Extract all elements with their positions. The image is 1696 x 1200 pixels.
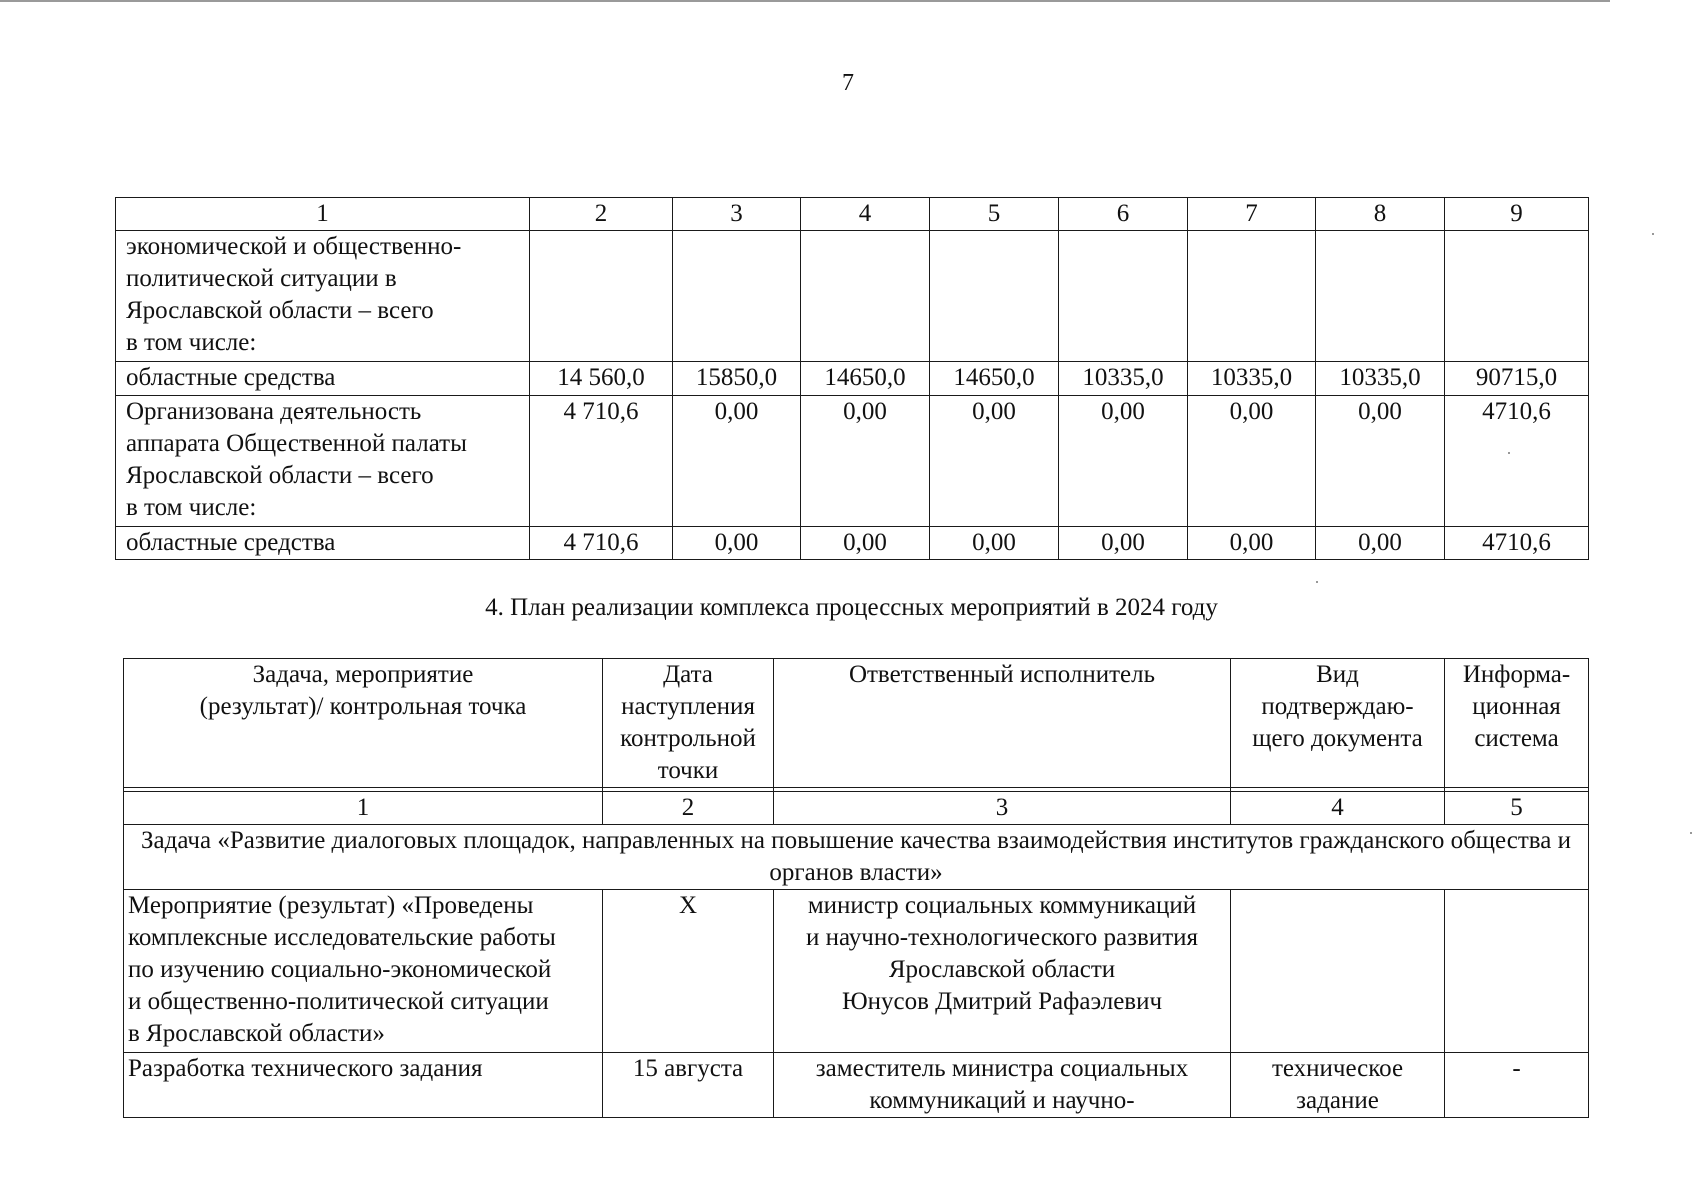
row-label: областные средства — [116, 362, 530, 396]
table-row — [116, 362, 1589, 396]
page-number: 7 — [842, 70, 854, 96]
value-cell: 15850,0 — [673, 362, 801, 396]
column-number: 2 — [603, 792, 774, 825]
value-cell: 10335,0 — [1188, 362, 1316, 396]
table-row — [116, 396, 1589, 527]
value-cell: 0,00 — [673, 396, 801, 527]
column-number: 5 — [930, 198, 1059, 231]
scan-speck — [1690, 832, 1692, 834]
value-cell: 4710,6 — [1445, 527, 1589, 560]
responsible-cell: заместитель министра социальных коммуникаций и научно- — [774, 1053, 1231, 1118]
value-cell: 0,00 — [673, 527, 801, 560]
column-number: 1 — [116, 198, 530, 231]
task-cell: Мероприятие (результат) «Проведены комплексные исследовательские работы по изучению социально-экономической и общественно-политической ситуации в Ярославской области» — [124, 890, 603, 1053]
column-number: 4 — [1231, 792, 1445, 825]
document-cell — [1231, 890, 1445, 1053]
value-cell — [1188, 231, 1316, 362]
value-cell — [673, 231, 801, 362]
row-label: экономической и общественно- политической ситуации в Ярославской области – всего в том числе: — [116, 231, 530, 362]
column-number: 5 — [1445, 792, 1589, 825]
value-cell: 10335,0 — [1059, 362, 1188, 396]
table-row — [124, 890, 1589, 1053]
date-cell: 15 августа — [603, 1053, 774, 1118]
value-cell — [530, 231, 673, 362]
scan-speck — [1316, 581, 1318, 583]
value-cell: 14650,0 — [801, 362, 930, 396]
table-row — [116, 527, 1589, 560]
header-date: Дата наступления контрольной точки — [603, 659, 774, 788]
value-cell: 0,00 — [1188, 396, 1316, 527]
value-cell: 10335,0 — [1316, 362, 1445, 396]
scan-speck — [1508, 452, 1510, 454]
value-cell — [801, 231, 930, 362]
value-cell: 14 560,0 — [530, 362, 673, 396]
value-cell: 4710,6 — [1445, 396, 1589, 527]
value-cell: 0,00 — [1188, 527, 1316, 560]
column-number: 8 — [1316, 198, 1445, 231]
value-cell: 0,00 — [1316, 396, 1445, 527]
value-cell: 0,00 — [1059, 527, 1188, 560]
task-cell: Разработка технического задания — [124, 1053, 603, 1118]
value-cell: 0,00 — [930, 396, 1059, 527]
plan-table-header-row — [124, 659, 1589, 788]
document-cell: техническое задание — [1231, 1053, 1445, 1118]
header-task: Задача, мероприятие (результат)/ контрольная точка — [124, 659, 603, 788]
task-title: Задача «Развитие диалоговых площадок, направленных на повышение качества взаимодействия институтов гражданского общества и органов власти» — [124, 825, 1589, 890]
value-cell — [1316, 231, 1445, 362]
value-cell: 4 710,6 — [530, 527, 673, 560]
value-cell: 0,00 — [1059, 396, 1188, 527]
table-row — [124, 1053, 1589, 1118]
value-cell — [1059, 231, 1188, 362]
column-number: 9 — [1445, 198, 1589, 231]
value-cell: 0,00 — [1316, 527, 1445, 560]
value-cell — [1445, 231, 1589, 362]
header-system: Информа- ционная система — [1445, 659, 1589, 788]
scan-edge-line — [0, 0, 1610, 2]
value-cell: 0,00 — [930, 527, 1059, 560]
section-title: 4. План реализации комплекса процессных мероприятий в 2024 году — [485, 594, 1218, 621]
table-row — [116, 231, 1589, 362]
plan-table — [123, 658, 1589, 1118]
column-number: 6 — [1059, 198, 1188, 231]
value-cell: 0,00 — [801, 396, 930, 527]
value-cell: 4 710,6 — [530, 396, 673, 527]
funding-table-header-row — [116, 198, 1589, 231]
value-cell: 14650,0 — [930, 362, 1059, 396]
row-label: областные средства — [116, 527, 530, 560]
header-responsible: Ответственный исполнитель — [774, 659, 1231, 788]
column-number: 3 — [673, 198, 801, 231]
funding-table — [115, 197, 1589, 560]
column-number: 7 — [1188, 198, 1316, 231]
value-cell: 0,00 — [801, 527, 930, 560]
plan-table-number-row — [124, 792, 1589, 825]
date-cell: Х — [603, 890, 774, 1053]
column-number: 1 — [124, 792, 603, 825]
row-label: Организована деятельность аппарата Общественной палаты Ярославской области – всего в том числе: — [116, 396, 530, 527]
header-document: Вид подтверждаю- щего документа — [1231, 659, 1445, 788]
column-number: 4 — [801, 198, 930, 231]
value-cell: 90715,0 — [1445, 362, 1589, 396]
column-number: 2 — [530, 198, 673, 231]
system-cell — [1445, 890, 1589, 1053]
task-title-row — [124, 825, 1589, 890]
responsible-cell: министр социальных коммуникаций и научно-технологического развития Ярославской области Юнусов Дмитрий Рафаэлевич — [774, 890, 1231, 1053]
system-cell: - — [1445, 1053, 1589, 1118]
column-number: 3 — [774, 792, 1231, 825]
value-cell — [930, 231, 1059, 362]
scan-speck — [1652, 233, 1654, 235]
